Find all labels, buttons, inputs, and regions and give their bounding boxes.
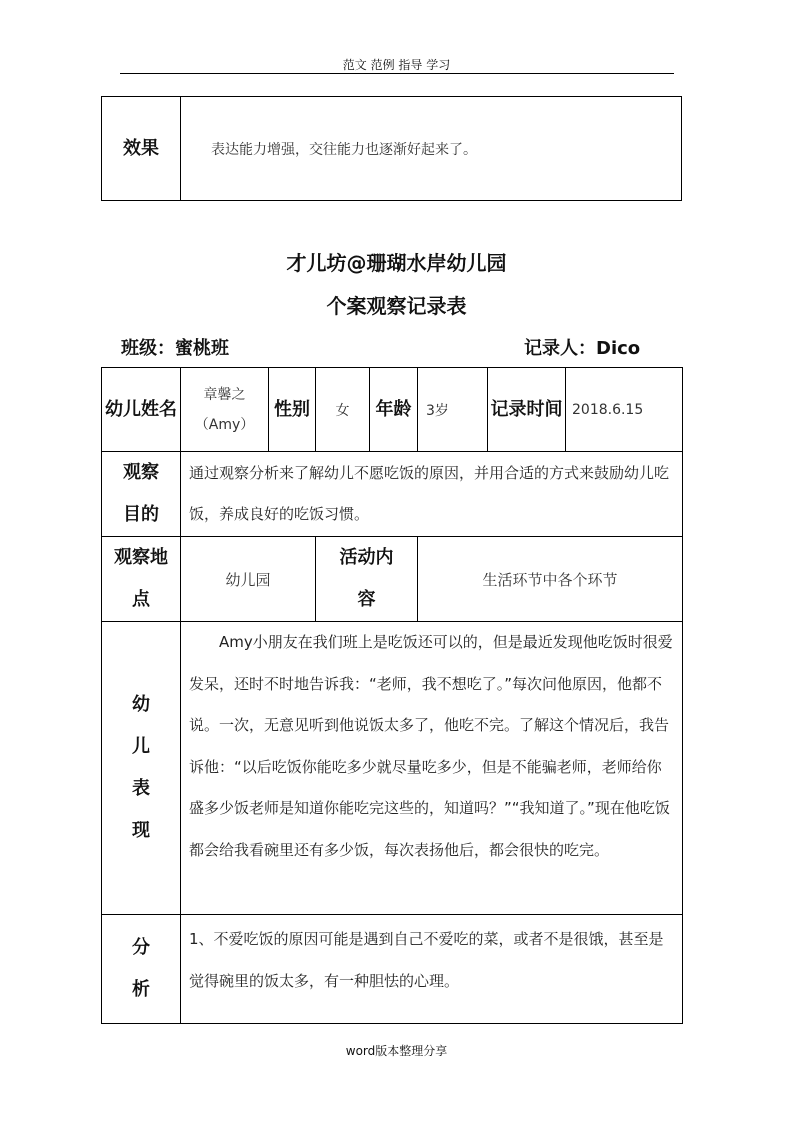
header-divider	[120, 73, 674, 74]
age-label: 年龄	[370, 368, 418, 452]
activity-value: 生活环节中各个环节	[418, 537, 683, 622]
purpose-label: 观察 目的	[102, 452, 181, 537]
analysis-label: 分 析	[102, 915, 181, 1024]
age-value: 3岁	[418, 368, 488, 452]
record-time-value: 2018.6.15	[566, 368, 683, 452]
analysis-text: 1、不爱吃饭的原因可能是遇到自己不爱吃的菜，或者不是很饿，甚至是觉得碗里的饭太多，有一种胆怯的心理。	[181, 915, 683, 1024]
gender-value: 女	[316, 368, 370, 452]
place-label: 观察地 点	[102, 537, 181, 622]
kindergarten-title: 才儿坊@珊瑚水岸幼儿园	[286, 251, 507, 275]
form-title: 个案观察记录表	[326, 294, 467, 318]
activity-label: 活动内 容	[316, 537, 418, 622]
record-time-label: 记录时间	[488, 368, 566, 452]
effect-table	[101, 96, 682, 201]
effect-label: 效果	[102, 97, 181, 201]
effect-text: 表达能力增强，交往能力也逐渐好起来了。	[181, 97, 682, 201]
page-header: 范文 范例 指导 学习	[342, 58, 451, 72]
gender-label: 性别	[269, 368, 316, 452]
performance-text: Amy小朋友在我们班上是吃饭还可以的，但是最近发现他吃饭时很爱发呆，还时不时地告诉我：“老师，我不想吃了。”每次问他原因，他都不说。一次，无意见听到他说饭太多了，他吃不完。了解这个情况后，我告诉他：“以后吃饭你能吃多少就尽量吃多少，但是不能骗老师，老师给你盛多少饭老师是知道你能吃完这些的，知道吗？”“我知道了。”现在他吃饭都会给我看碗里还有多少饭，每次表扬他后，都会很快的吃完。	[181, 622, 683, 915]
record-table	[101, 367, 683, 1024]
place-value: 幼儿园	[181, 537, 316, 622]
child-name-value: 章馨之 （Amy）	[181, 368, 269, 452]
page-footer: word版本整理分享	[345, 1044, 448, 1058]
class-label: 班级：蜜桃班	[121, 338, 229, 359]
performance-label: 幼 儿 表 现	[102, 622, 181, 915]
purpose-text: 通过观察分析来了解幼儿不愿吃饭的原因，并用合适的方式来鼓励幼儿吃饭，养成良好的吃饭习惯。	[181, 452, 683, 537]
child-name-label: 幼儿姓名	[102, 368, 181, 452]
recorder-label: 记录人：Dico	[524, 338, 641, 359]
